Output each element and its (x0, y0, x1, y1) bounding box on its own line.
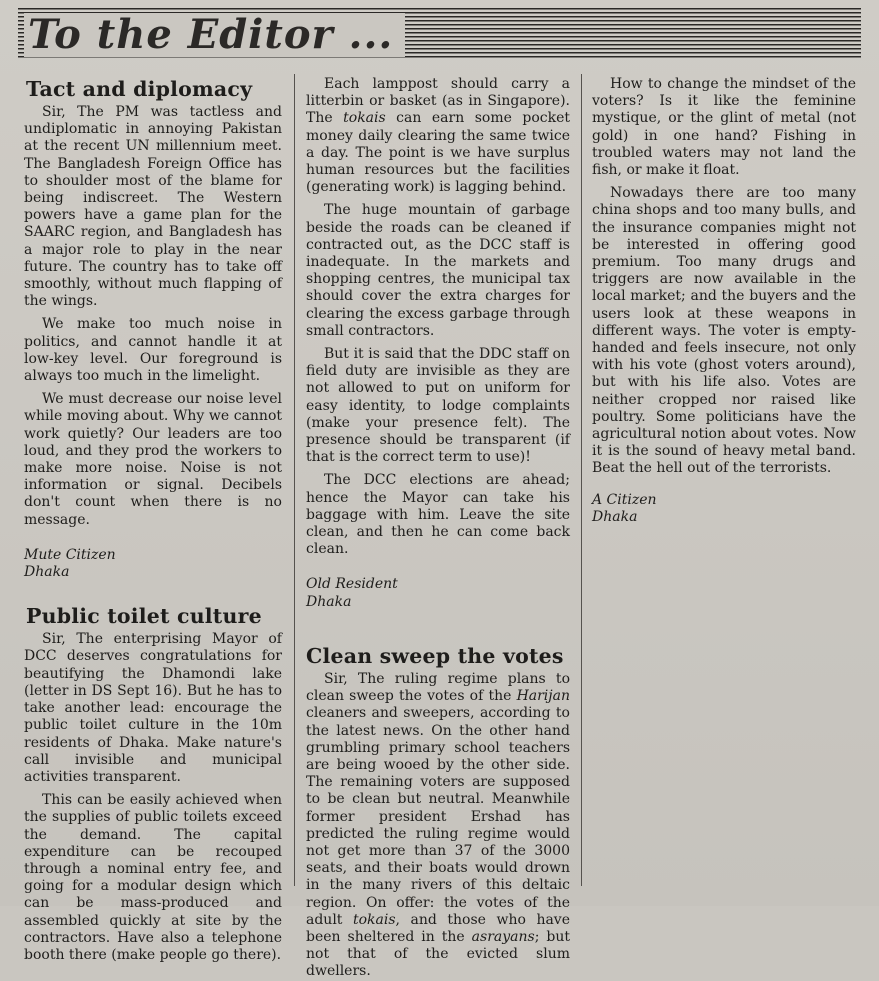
signature-location: Dhaka (24, 564, 70, 581)
section-title: To the Editor ... (24, 13, 405, 57)
signature-location: Dhaka (306, 593, 352, 610)
letter-paragraph: But it is said that the DDC staff on field duty are invisible as they are not allowed to put on uniform for easy identity, to lodge complaints (make your presence felt). The presence should be transparent (if that is the correct term to use)! (306, 346, 570, 466)
letter-headline: Tact and diplomacy (26, 77, 253, 101)
signature-name: Old Resident (306, 576, 398, 593)
signature-name: Mute Citizen (24, 546, 116, 563)
letter-paragraph: We must decrease our noise level while moving about. Why we cannot work quietly? Our leaders are too loud, and they prod the workers to make more noise. Noise is not information or signal. Decibels don't count when there is no message. (24, 391, 282, 528)
letter-paragraph: Each lamppost should carry a litterbin or basket (as in Singapore). The tokais can earn some pocket money daily clearing the same twice a day. The point is we have surplus human resources but the facilities (generating work) is lagging behind. (306, 76, 570, 196)
letter-headline: Public toilet culture (26, 604, 262, 629)
section-masthead (18, 8, 861, 60)
letter-paragraph: The huge mountain of garbage beside the roads can be cleaned if contracted out, as the DCC staff is inadequate. In the markets and shopping centres, the municipal tax should cover the extra charges for clearing the excess garbage through small contractors. (306, 202, 570, 339)
letter-headline: Clean sweep the votes (306, 643, 564, 668)
letter-paragraph: We make too much noise in politics, and cannot handle it at low-key level. Our foreground is always too much in the limelight. (24, 316, 282, 385)
column-1 (24, 76, 282, 963)
signature-location: Dhaka (592, 508, 638, 525)
letter-paragraph: Nowadays there are too many china shops and too many bulls, and the insurance companies might not be interested in offering good premium. Too many drugs and triggers are now available in the local market; and the buyers and the users look at these weapons in different ways. The voter is empty-handed and feels insecure, not only with his vote (ghost voters around), but with his life also. Votes are neither cropped nor raised like poultry. Some politicians have the agricultural notion about votes. Now it is the sound of heavy metal band. Beat the hell out of the terrorists. (592, 185, 856, 477)
letter-paragraph: Sir, The enterprising Mayor of DCC deserves congratulations for beautifying the Dhamondi lake (letter in DS Sept 16). But he has to take another lead: encourage the public toilet culture in the 10m residents of Dhaka. Make nature's call invisible and municipal activities transparent. (24, 631, 282, 785)
letter-paragraph: How to change the mindset of the voters? Is it like the feminine mystique, or the glint of metal (not gold) in one hand? Fishing in troubled waters may not land the fish, or make it float. (592, 76, 856, 179)
letter-paragraph (24, 792, 282, 964)
letter-signature (306, 576, 570, 610)
column-2 (306, 76, 570, 980)
letter-signature (24, 547, 282, 581)
column-divider (294, 74, 295, 886)
letter-paragraph: The DCC elections are ahead; hence the Mayor can take his baggage with him. Leave the site clean, and then he can come back clean. (306, 472, 570, 558)
letter-signature (592, 492, 856, 526)
paragraph-part: This can be easily achieved when the supplies of public toilets exceed the demand. The capital expenditure can be recouped through a nominal entry fee, and going for a modular design which can be mass-produced and assembled quickly at site by the contractors. Have also a telephone booth there (make people go there). (24, 792, 282, 963)
letter-paragraph: Sir, The PM was tactless and undiplomatic in annoying Pakistan at the recent UN millennium meet. The Bangladesh Foreign Office has to shoulder most of the blame for being indiscreet. The Western powers have a game plan for the SAARC region, and Bangladesh has a major role to play in the near future. The country has to take off smoothly, without much flapping of the wings. (24, 104, 282, 310)
column-3 (592, 76, 856, 896)
letter-paragraph: Sir, The ruling regime plans to clean sweep the votes of the Harijan cleaners and sweepers, according to the latest news. On the other hand grumbling primary school teachers are being wooed by the other side. The remaining voters are supposed to be clean but neutral. Meanwhile former president Ershad has predicted the ruling regime would not get more than 37 of the 3000 seats, and their boats would drown in the many rivers of this deltaic region. On offer: the votes of the adult tokais, and those who have been sheltered in the asrayans; but not that of the evicted slum dwellers. (306, 670, 570, 980)
column-divider (581, 74, 582, 886)
signature-name: A Citizen (592, 491, 657, 508)
